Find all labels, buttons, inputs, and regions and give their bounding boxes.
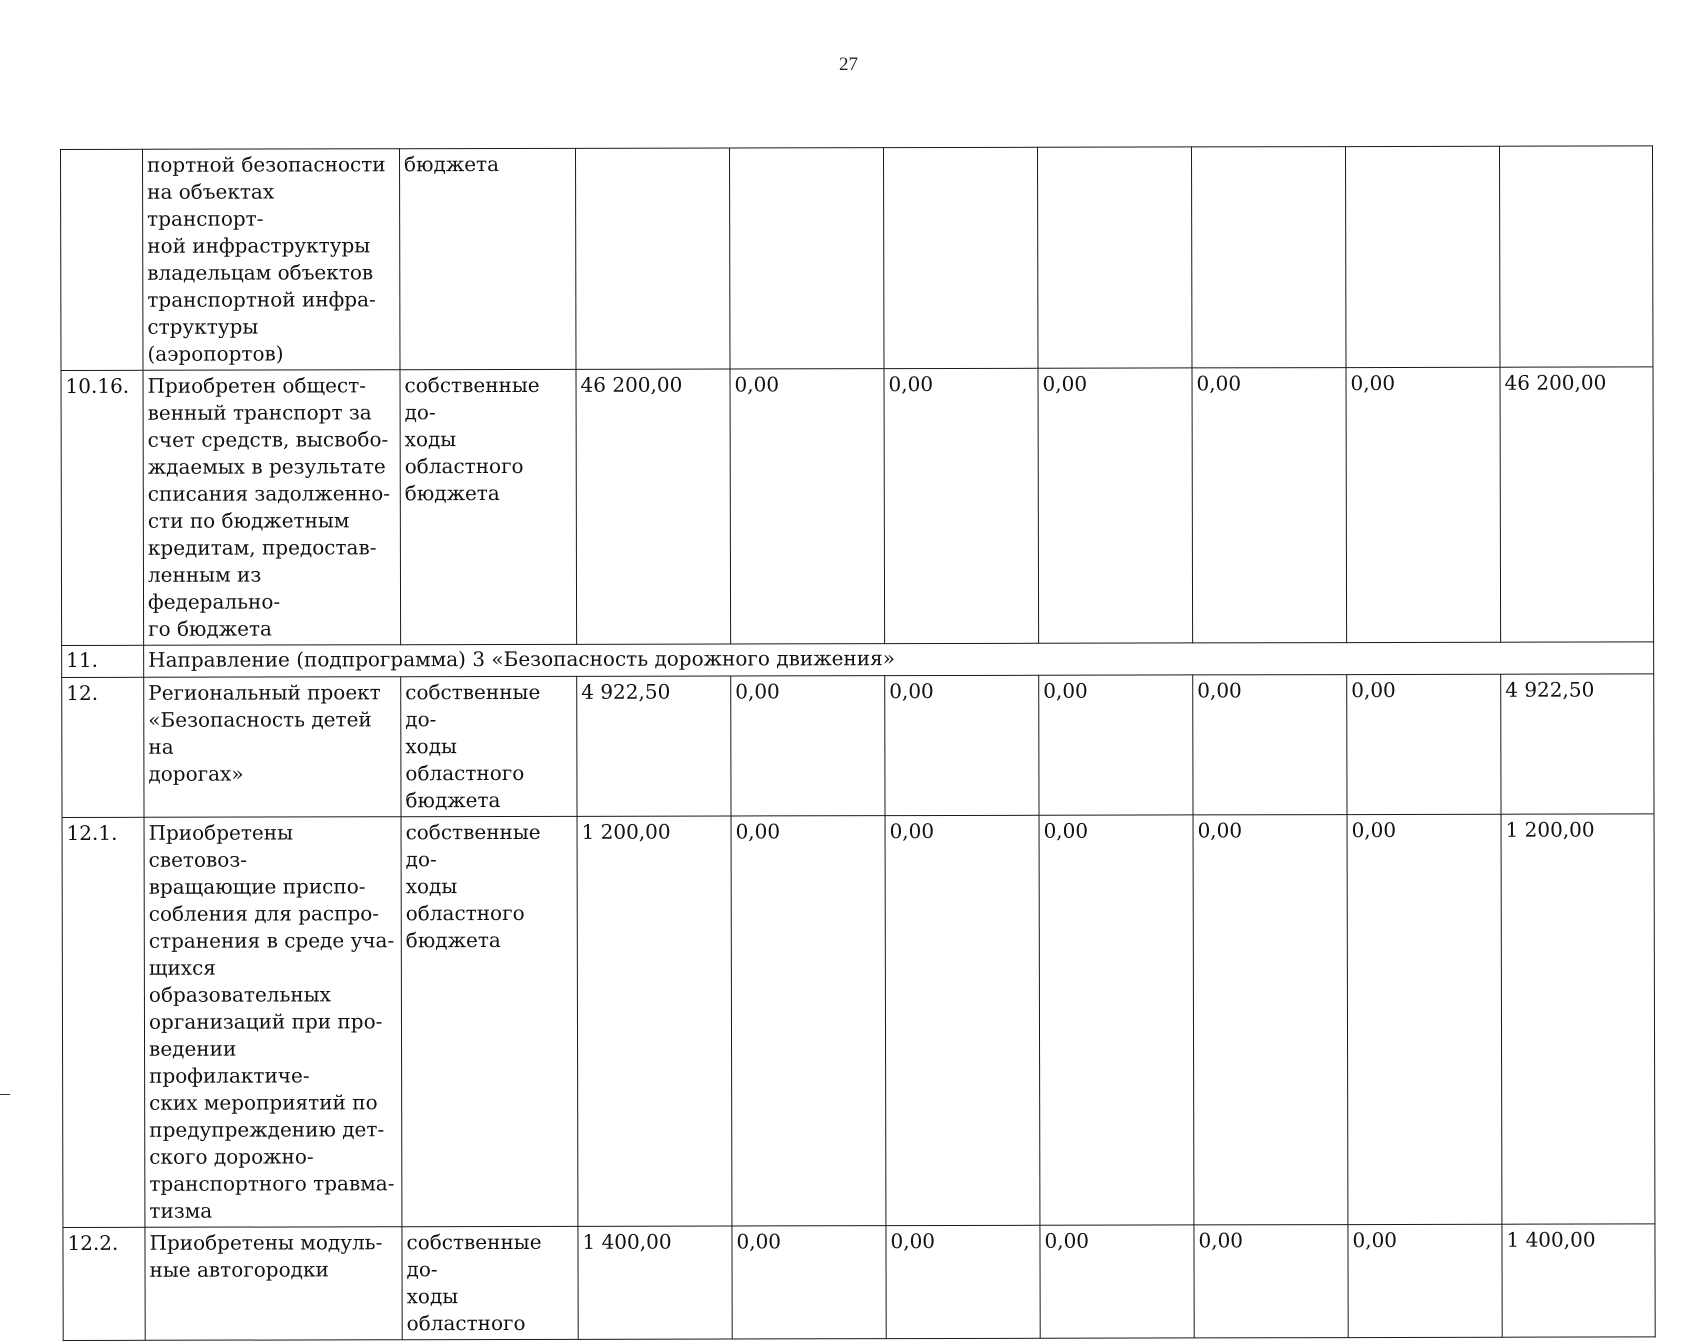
value-cell: 0,00 bbox=[884, 368, 1039, 643]
funding-source: собственные до- ходы областного бюджета bbox=[401, 816, 578, 1226]
section-row bbox=[62, 642, 1654, 678]
budget-table bbox=[60, 145, 1656, 1341]
table-row bbox=[62, 674, 1654, 818]
value-cell: 0,00 bbox=[1347, 674, 1501, 814]
value-cell: 0,00 bbox=[1039, 815, 1194, 1225]
table-row bbox=[61, 146, 1653, 371]
page-number: 27 bbox=[839, 54, 858, 75]
funding-source: собственные до- ходы областного бюджета bbox=[400, 369, 577, 644]
measure-name: Приобретен общест- венный транспорт за счет средств, высвобо- ждаемых в результате списания задолженно- сти по бюджетным кредитам, предостав- ленным из федерально- го бюджета bbox=[143, 370, 401, 646]
value-cell: 0,00 bbox=[885, 815, 1040, 1225]
table-row bbox=[61, 367, 1654, 646]
total-cell bbox=[1499, 146, 1653, 367]
value-cell: 0,00 bbox=[731, 676, 885, 816]
funding-source: бюджета bbox=[400, 148, 577, 369]
value-cell: 0,00 bbox=[1192, 368, 1347, 643]
table-row bbox=[62, 814, 1655, 1228]
value-cell bbox=[883, 147, 1038, 368]
value-cell: 0,00 bbox=[1039, 675, 1193, 815]
value-cell bbox=[1037, 147, 1192, 368]
measure-name: Региональный проект «Безопасность детей на дорогах» bbox=[144, 677, 401, 818]
total-cell: 1 400,00 bbox=[1502, 1224, 1655, 1337]
value-cell: 0,00 bbox=[730, 369, 885, 644]
value-cell: 0,00 bbox=[886, 1225, 1040, 1338]
value-cell: 0,00 bbox=[1194, 1225, 1348, 1338]
total-cell: 4 922,50 bbox=[1501, 674, 1654, 814]
value-cell: 0,00 bbox=[1346, 367, 1501, 642]
table-row bbox=[63, 1224, 1655, 1341]
section-title: Направление (подпрограмма) 3 «Безопасность дорожного движения» bbox=[144, 642, 1654, 677]
value-cell: 0,00 bbox=[732, 1226, 886, 1339]
funding-source: собственные до- ходы областного bbox=[402, 1226, 578, 1339]
value-cell: 0,00 bbox=[1348, 1224, 1502, 1337]
row-number bbox=[61, 149, 144, 370]
value-cell: 0,00 bbox=[885, 675, 1039, 815]
margin-mark bbox=[0, 1094, 10, 1095]
measure-name: Приобретены световоз- вращающие приспо- собления для распро- странения в среде уча- щихся образовательных организаций при про- ведении профилактиче- ских мероприятий по предупреждению дет- ского дорожно- транспортного травма- тизма bbox=[144, 817, 402, 1228]
value-cell bbox=[729, 148, 884, 369]
total-cell: 1 200,00 bbox=[1501, 814, 1655, 1224]
total-cell: 46 200,00 bbox=[1500, 367, 1654, 642]
value-cell: 4 922,50 bbox=[577, 676, 731, 816]
value-cell bbox=[575, 148, 730, 369]
value-cell: 0,00 bbox=[1038, 368, 1193, 643]
funding-source: собственные до- ходы областного бюджета bbox=[401, 676, 577, 816]
measure-name: Приобретены модуль- ные автогородки bbox=[145, 1227, 402, 1341]
row-number: 10.16. bbox=[61, 370, 144, 645]
row-number: 11. bbox=[62, 645, 144, 677]
value-cell: 0,00 bbox=[1193, 815, 1348, 1225]
row-number: 12.2. bbox=[63, 1227, 145, 1340]
row-number: 12.1. bbox=[62, 817, 145, 1227]
value-cell: 0,00 bbox=[1347, 814, 1502, 1224]
value-cell bbox=[1345, 146, 1500, 367]
measure-name: портной безопасности на объектах транспорт- ной инфраструктуры владельцам объектов транспортной инфра- структуры (аэропортов) bbox=[143, 149, 401, 371]
value-cell bbox=[1191, 147, 1346, 368]
row-number: 12. bbox=[62, 677, 144, 817]
value-cell: 0,00 bbox=[1193, 675, 1347, 815]
value-cell: 46 200,00 bbox=[576, 369, 731, 644]
value-cell: 1 200,00 bbox=[577, 816, 732, 1226]
value-cell: 1 400,00 bbox=[578, 1226, 732, 1339]
value-cell: 0,00 bbox=[1040, 1225, 1194, 1338]
value-cell: 0,00 bbox=[731, 816, 886, 1226]
